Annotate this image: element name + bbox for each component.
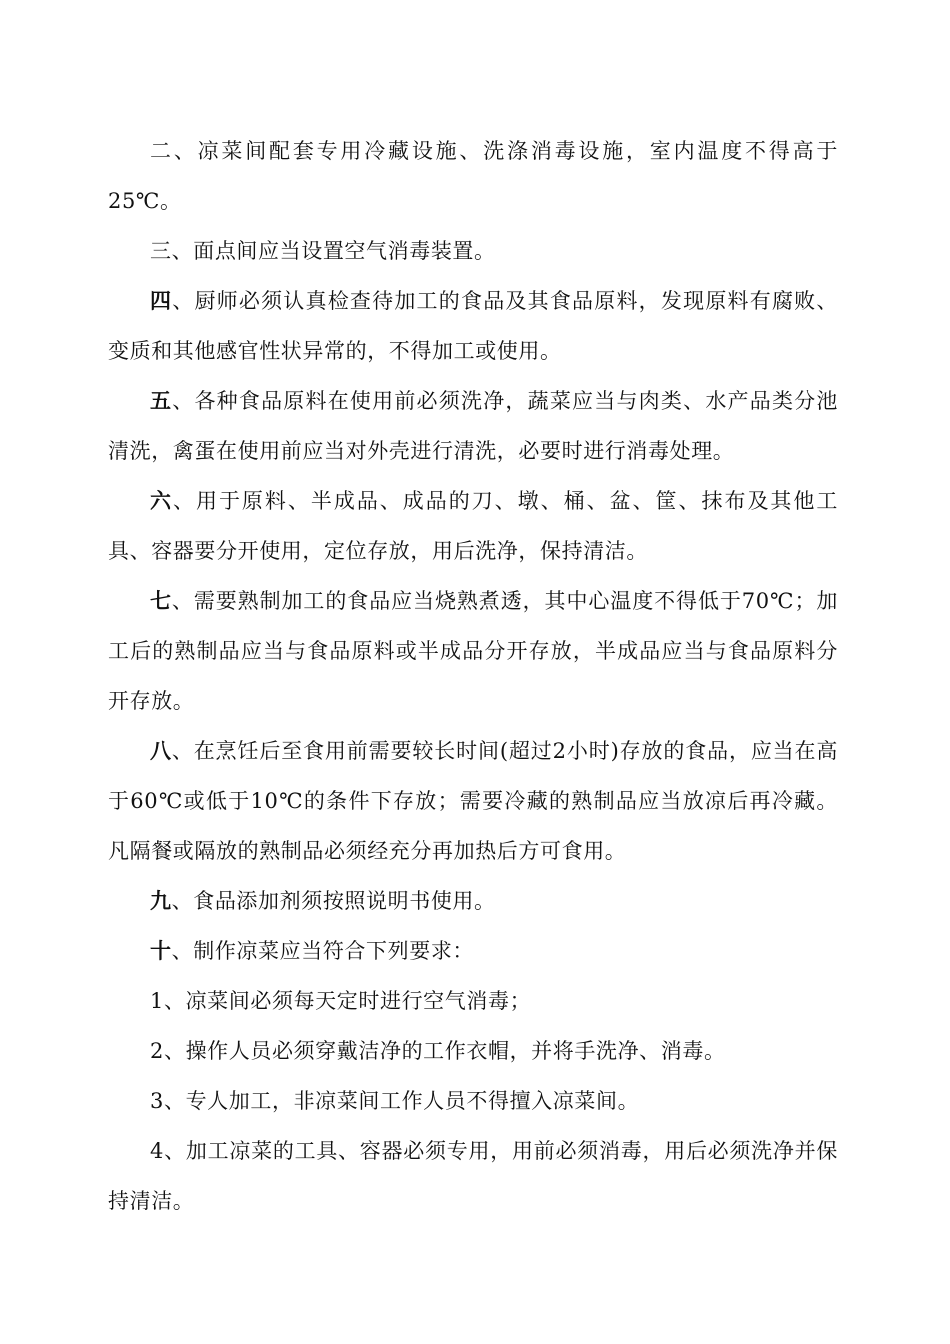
- paragraph-separator: 、: [172, 289, 195, 313]
- sub-item-text: 专人加工，非凉菜间工作人员不得擅入凉菜间。: [185, 1089, 640, 1113]
- paragraph-number: 五: [150, 388, 173, 413]
- paragraph-10: [108, 926, 838, 976]
- sub-item-1: [108, 976, 838, 1026]
- paragraph-separator: 、: [171, 739, 194, 763]
- sub-item-text: 操作人员必须穿戴洁净的工作衣帽，并将手洗净、消毒。: [185, 1039, 726, 1063]
- paragraph-separator: 、: [171, 239, 194, 263]
- paragraph-text: 制作凉菜应当符合下列要求：: [193, 939, 475, 963]
- sub-item-text: 加工凉菜的工具、容器必须专用，用前必须消毒，用后必须洗净并保持清洁。: [108, 1139, 838, 1213]
- paragraph-separator: 、: [173, 139, 198, 163]
- paragraph-number: 四: [150, 288, 173, 313]
- sub-item-3: [108, 1076, 838, 1126]
- paragraph-6: [108, 476, 838, 576]
- paragraph-text: 需要熟制加工的食品应当烧熟煮透，其中心温度不得低于70℃；加工后的熟制品应当与食品原料或半成品分开存放，半成品应当与食品原料分开存放。: [108, 589, 838, 713]
- paragraph-separator: 、: [172, 389, 195, 413]
- paragraph-text: 各种食品原料在使用前必须洗净，蔬菜应当与肉类、水产品类分池清洗，禽蛋在使用前应当对外壳进行清洗，必要时进行消毒处理。: [108, 389, 838, 463]
- paragraph-text: 在烹饪后至食用前需要较长时间(超过2小时)存放的食品，应当在高于60℃或低于10℃的条件下存放；需要冷藏的熟制品应当放凉后再冷藏。凡隔餐或隔放的熟制品必须经充分再加热后方可食用。: [108, 739, 839, 863]
- paragraph-separator: 、: [171, 589, 194, 613]
- paragraph-7: [108, 576, 838, 726]
- sub-item-separator: 、: [163, 989, 186, 1013]
- paragraph-4: [108, 276, 838, 376]
- paragraph-5: [108, 376, 838, 476]
- paragraph-separator: 、: [171, 939, 194, 963]
- sub-item-2: [108, 1026, 838, 1076]
- paragraph-text: 厨师必须认真检查待加工的食品及其食品原料，发现原料有腐败、变质和其他感官性状异常的，不得加工或使用。: [108, 289, 838, 363]
- paragraph-number: 二: [150, 139, 174, 163]
- paragraph-9: [108, 876, 838, 926]
- sub-item-number: 3: [150, 1089, 164, 1113]
- sub-item-number: 4: [150, 1139, 164, 1163]
- sub-item-separator: 、: [163, 1089, 186, 1113]
- document-body: [108, 126, 838, 1226]
- sub-item-separator: 、: [163, 1139, 186, 1163]
- paragraph-number: 九: [150, 888, 172, 913]
- sub-item-separator: 、: [163, 1039, 186, 1063]
- paragraph-number: 六: [150, 488, 173, 513]
- sub-item-4: [108, 1126, 838, 1226]
- paragraph-text: 面点间应当设置空气消毒装置。: [193, 239, 496, 263]
- paragraph-separator: 、: [171, 889, 194, 913]
- paragraph-number: 八: [150, 738, 172, 763]
- paragraph-text: 凉菜间配套专用冷藏设施、洗涤消毒设施，室内温度不得高于25℃。: [108, 139, 839, 213]
- paragraph-2: [108, 126, 838, 226]
- paragraph-text: 用于原料、半成品、成品的刀、墩、桶、盆、筐、抹布及其他工具、容器要分开使用，定位存放，用后洗净，保持清洁。: [108, 489, 838, 563]
- paragraph-number: 十: [150, 938, 172, 963]
- sub-item-text: 凉菜间必须每天定时进行空气消毒；: [185, 989, 532, 1013]
- paragraph-separator: 、: [172, 489, 196, 513]
- paragraph-8: [108, 726, 838, 876]
- paragraph-3: [108, 226, 838, 276]
- paragraph-number: 七: [150, 588, 172, 613]
- paragraph-text: 食品添加剂须按照说明书使用。: [193, 889, 496, 913]
- sub-item-number: 2: [150, 1039, 164, 1063]
- sub-item-number: 1: [150, 989, 164, 1013]
- paragraph-number: 三: [150, 239, 172, 263]
